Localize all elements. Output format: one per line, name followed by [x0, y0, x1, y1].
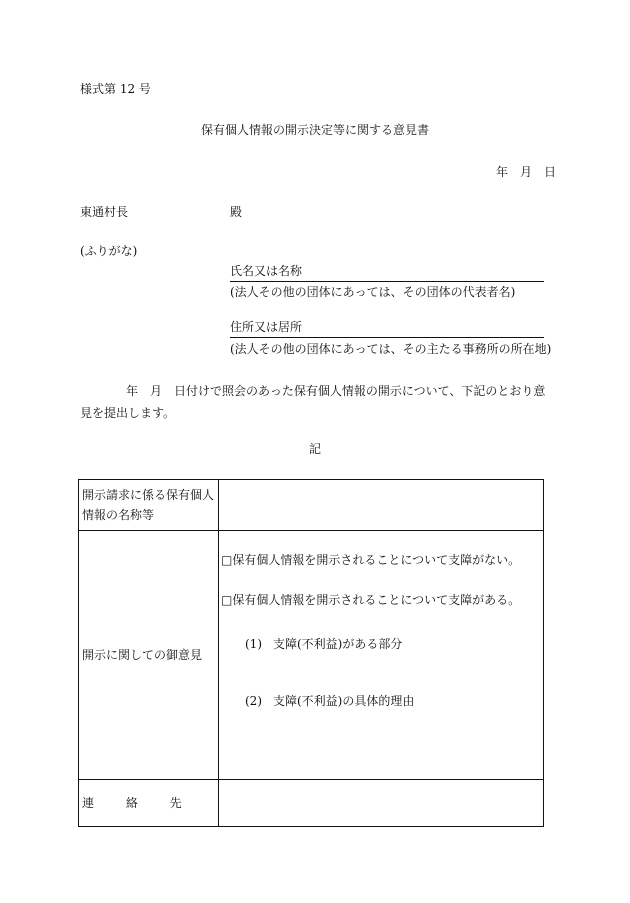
sub-item-specific-reason: [245, 694, 414, 710]
document-title: 保有個人情報の開示決定等に関する意見書: [200, 123, 429, 137]
contact-label: 連 絡 先: [79, 780, 219, 827]
name-field-note: (法人その他の団体にあっては、その団体の代表者名): [230, 285, 516, 299]
address-field-note: (法人その他の団体にあっては、その主たる事務所の所在地): [230, 342, 552, 356]
opinion-cell: [219, 531, 544, 780]
sub-item-1-label: 支障(不利益)がある部分: [273, 637, 403, 651]
sub-item-2-label: 支障(不利益)の具体的理由: [273, 694, 415, 708]
info-name-label: 開示請求に係る保有個人情報の名称等: [79, 480, 219, 531]
body-paragraph: 年 月 日付けで照会のあった保有個人情報の開示について、下記のとおり意見を提出します。: [80, 384, 546, 420]
ki-heading: 記: [308, 442, 321, 456]
furigana-label: (ふりがな): [80, 244, 138, 258]
opinion-label: 開示に関しての御意見: [79, 531, 219, 780]
opinion-table: [78, 479, 544, 827]
date-field: 年 月 日: [496, 165, 557, 179]
sub-item-2-number: (2): [245, 694, 262, 708]
option-issue-checkbox: □保有個人情報を開示されることについて支障がある。: [221, 593, 521, 607]
table-row-info-name: [79, 480, 544, 531]
addressee-name: 東通村長: [80, 205, 129, 219]
table-row-opinion: [79, 531, 544, 780]
sub-item-affected-part: [245, 637, 402, 653]
addressee-honorific: 殿: [230, 205, 243, 219]
table-row-contact: [79, 780, 544, 827]
address-field: 住所又は居所: [230, 320, 544, 338]
info-name-value: [219, 480, 544, 531]
name-field: 氏名又は名称: [230, 264, 544, 282]
sub-item-1-number: (1): [245, 637, 262, 651]
option-no-issue-checkbox: □保有個人情報を開示されることについて支障がない。: [221, 553, 521, 567]
contact-value: [219, 780, 544, 827]
form-number: 様式第 12 号: [80, 82, 151, 96]
